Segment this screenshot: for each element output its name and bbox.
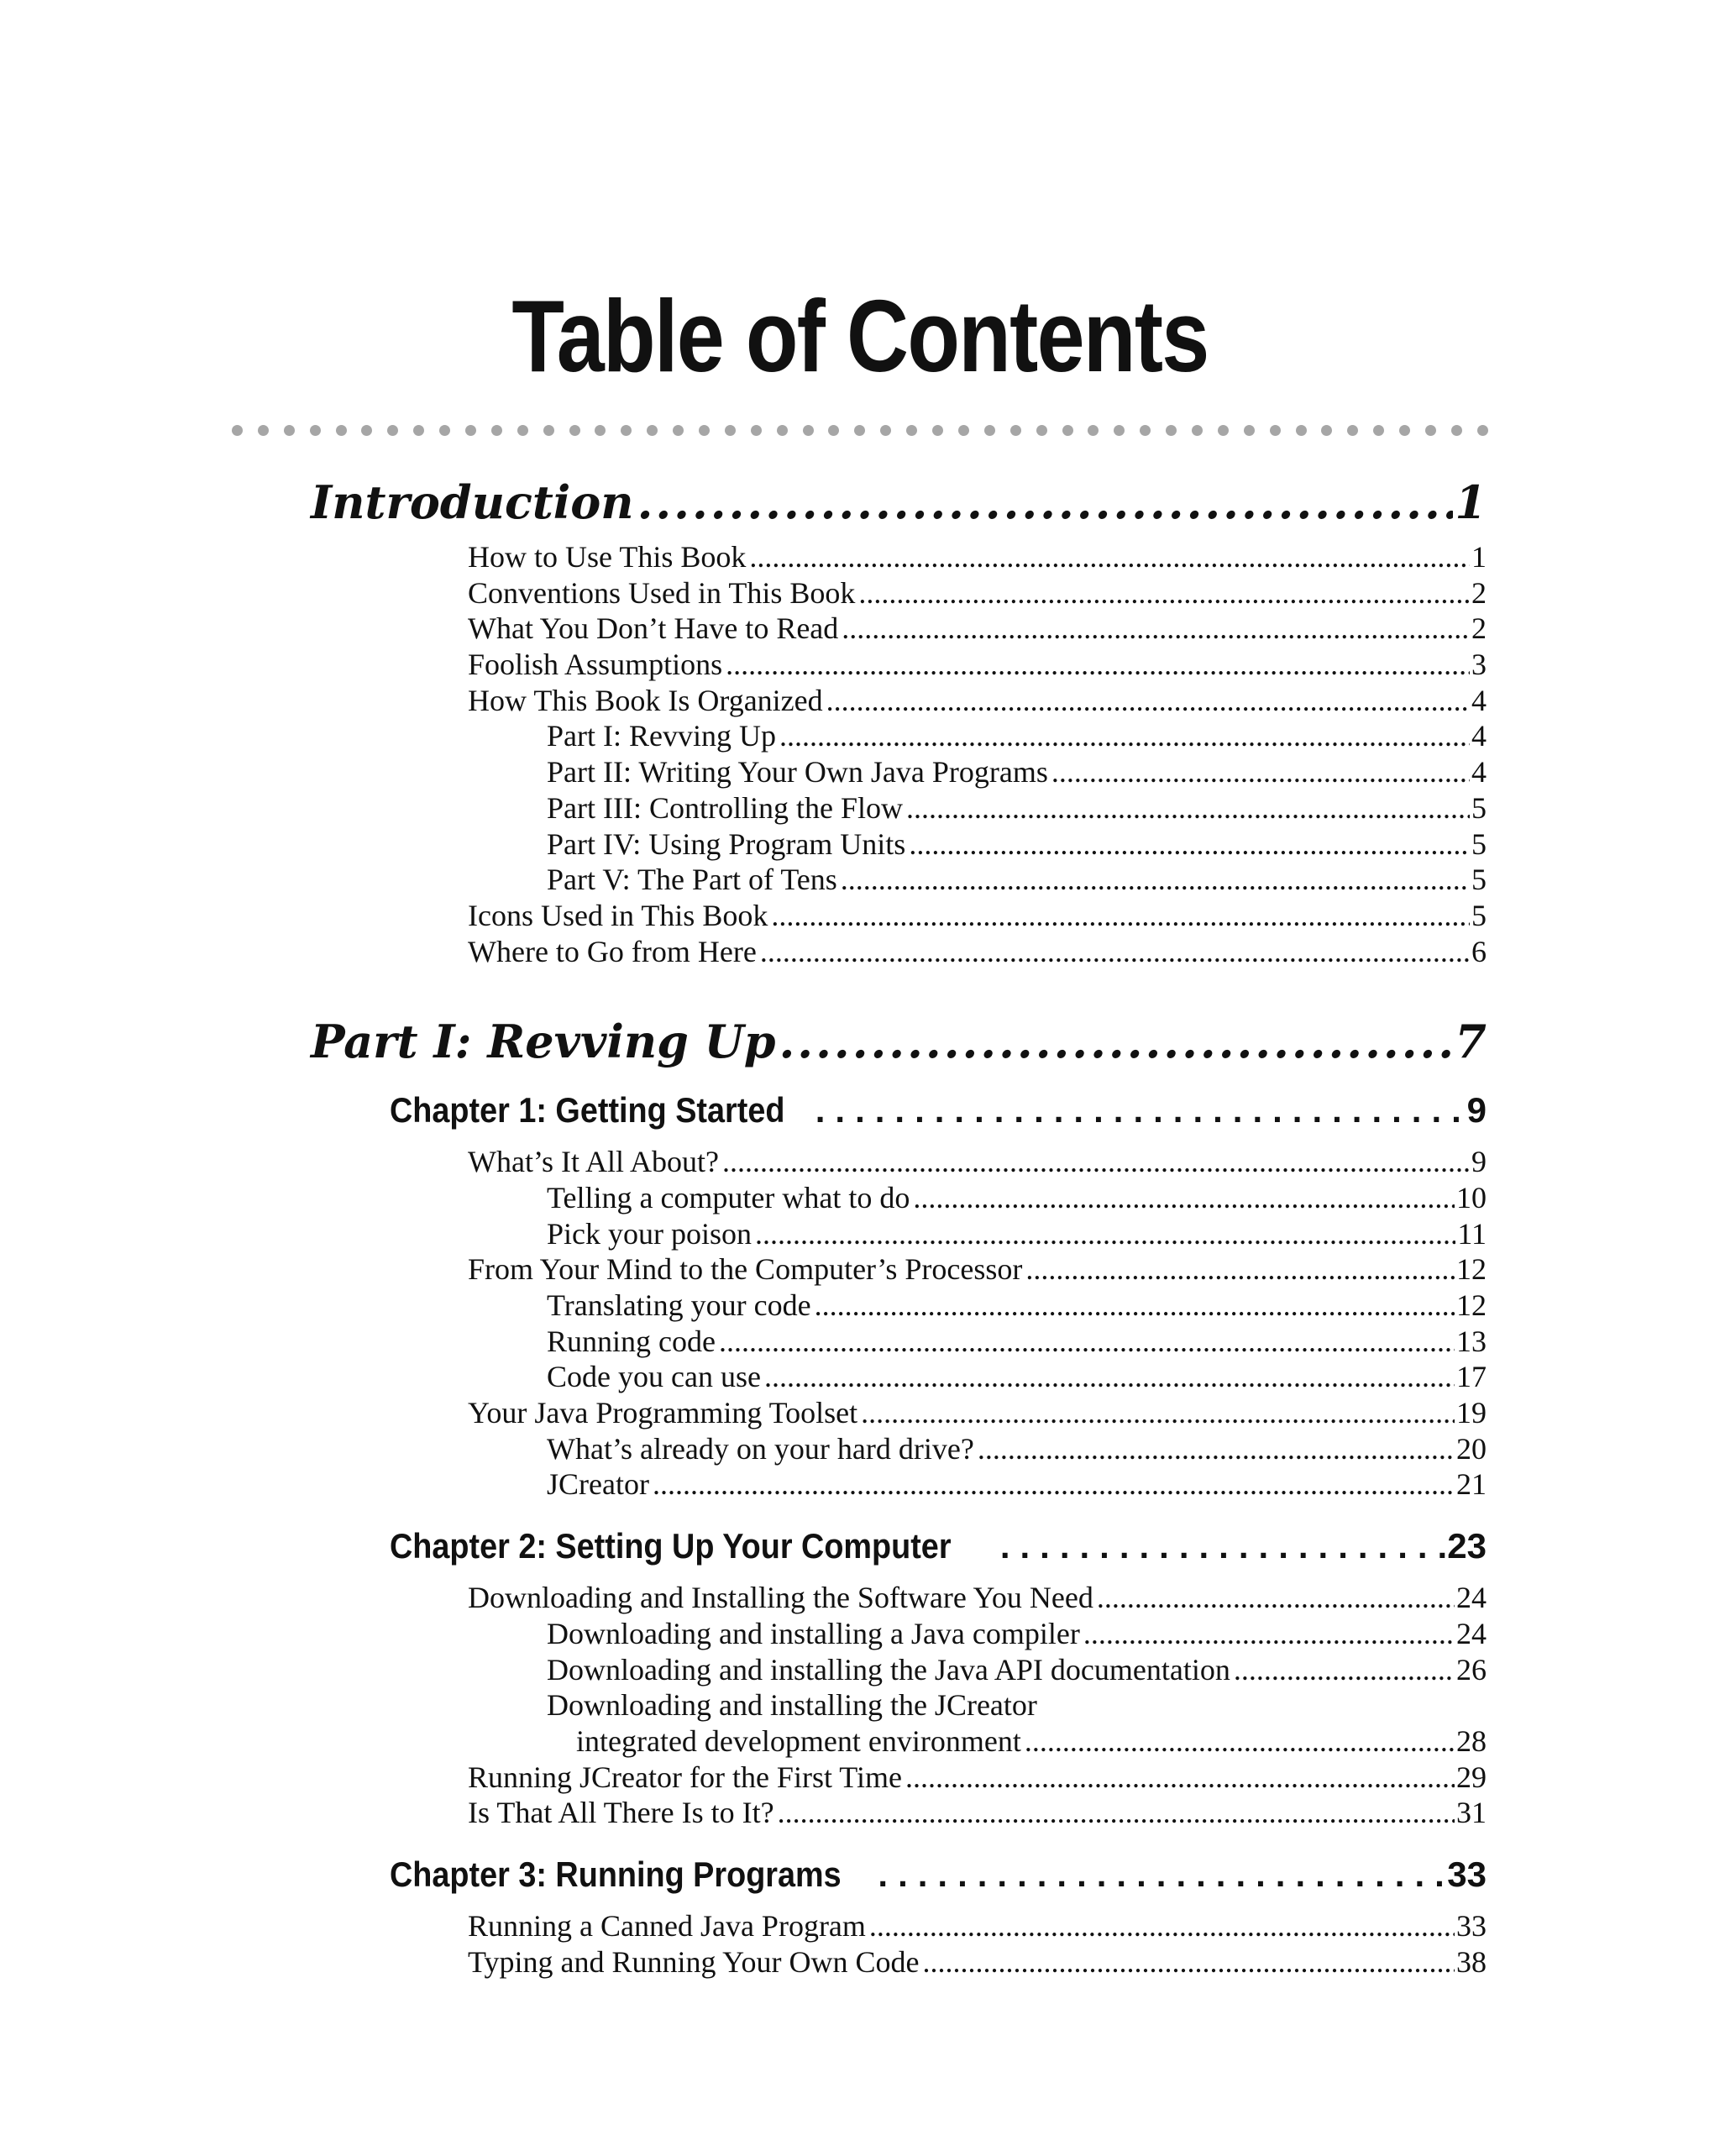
page-number: 12	[1456, 1252, 1487, 1287]
page-number: 5	[1471, 790, 1487, 825]
dot-leader	[861, 1395, 1455, 1431]
toc-subentry[interactable]	[547, 1466, 1487, 1503]
page-number: 7	[1455, 1015, 1487, 1069]
dot-leader	[778, 1795, 1455, 1831]
dot-leader	[779, 1010, 1454, 1073]
entry-title: JCreator	[547, 1467, 649, 1502]
dotted-divider	[232, 422, 1488, 438]
entry-title: Part III: Controlling the Flow	[547, 790, 903, 825]
dot-leader	[1083, 1616, 1455, 1652]
toc-subentry[interactable]	[547, 1288, 1487, 1324]
page-number: 21	[1456, 1467, 1487, 1502]
dot-leader	[1025, 1723, 1455, 1760]
page-number: 3	[1471, 648, 1487, 682]
page-number: 11	[1457, 1216, 1487, 1251]
entry-title: Your Java Programming Toolset	[468, 1396, 858, 1430]
toc-entry[interactable]	[468, 1908, 1487, 1944]
dot-leader	[722, 1144, 1470, 1180]
chapter-title: Chapter 1: Getting Started	[390, 1090, 785, 1130]
entry-title: From Your Mind to the Computer’s Processor	[468, 1252, 1023, 1287]
toc-subentry[interactable]	[547, 718, 1487, 754]
page-number: 1	[1455, 475, 1487, 529]
dot-leader	[749, 539, 1470, 575]
page-number: 1	[1471, 540, 1487, 574]
toc-subentry[interactable]	[547, 1616, 1487, 1652]
dot-leader	[1025, 1251, 1455, 1288]
dot-leader	[779, 718, 1470, 754]
dot-leader	[815, 1288, 1455, 1324]
entry-title: Part V: The Part of Tens	[547, 863, 837, 897]
entry-title: Part II: Writing Your Own Java Programs	[547, 755, 1048, 789]
page-number: 20	[1456, 1431, 1487, 1466]
page-number: 24	[1456, 1616, 1487, 1650]
toc-entry[interactable]	[468, 898, 1487, 934]
toc-entry[interactable]	[468, 575, 1487, 611]
dot-leader	[726, 647, 1470, 683]
chapter-title: Chapter 2: Setting Up Your Computer	[390, 1526, 952, 1566]
page-number: 5	[1471, 898, 1487, 932]
page-number: 10	[1456, 1180, 1487, 1214]
toc-entry[interactable]	[468, 1251, 1487, 1288]
toc-subentry[interactable]	[547, 1431, 1487, 1467]
dot-leader	[978, 1431, 1455, 1467]
page-number: 33	[1456, 1908, 1487, 1943]
dot-leader	[1234, 1652, 1455, 1688]
entry-title: Downloading and Installing the Software You Need	[468, 1581, 1093, 1615]
dot-leader	[755, 1216, 1455, 1252]
part-title: Introduction	[311, 475, 634, 529]
page-number: 26	[1456, 1652, 1487, 1687]
entry-title: Is That All There Is to It?	[468, 1796, 774, 1830]
toc-subentry[interactable]	[547, 1180, 1487, 1216]
page-number: 19	[1456, 1396, 1487, 1430]
dot-leader	[905, 1760, 1455, 1796]
page-title: Table of Contents	[511, 279, 1209, 393]
dot-leader	[909, 826, 1470, 863]
entry-title: Translating your code	[547, 1288, 811, 1322]
toc-entry[interactable]	[468, 539, 1487, 575]
page-number: 4	[1471, 683, 1487, 717]
entry-title: Downloading and installing the Java API documentation	[547, 1652, 1230, 1687]
toc-chapter-2[interactable]	[390, 1521, 1487, 1571]
page-number: 2	[1471, 611, 1487, 646]
page-number: 17	[1456, 1360, 1487, 1394]
toc-entry[interactable]	[468, 934, 1487, 970]
dot-leader	[826, 683, 1470, 719]
dot-leader	[1097, 1580, 1455, 1616]
toc-subentry[interactable]	[547, 1359, 1487, 1395]
page-number: 5	[1471, 863, 1487, 897]
entry-title: Running JCreator for the First Time	[468, 1760, 903, 1794]
dot-leader	[637, 470, 1454, 534]
dot-leader	[923, 1944, 1455, 1980]
entry-title: How to Use This Book	[468, 540, 747, 574]
dot-leader	[842, 611, 1470, 647]
entry-title: How This Book Is Organized	[468, 683, 823, 717]
toc-entry[interactable]	[468, 1580, 1487, 1616]
dot-leader	[653, 1466, 1455, 1503]
page-number: 28	[1456, 1723, 1487, 1758]
toc-subentry[interactable]	[547, 1652, 1487, 1688]
toc-part-one[interactable]	[311, 1010, 1487, 1073]
dot-leader	[1000, 1521, 1445, 1571]
entry-title: Icons Used in This Book	[468, 898, 768, 932]
toc-entry[interactable]	[468, 1395, 1487, 1431]
toc-entry[interactable]	[468, 1944, 1487, 1980]
toc-subentry[interactable]	[547, 1216, 1487, 1252]
entry-title: Telling a computer what to do	[547, 1180, 910, 1214]
page-number: 12	[1456, 1288, 1487, 1322]
entry-title: Pick your poison	[547, 1216, 752, 1251]
page-number: 4	[1471, 755, 1487, 789]
dot-leader	[815, 1085, 1466, 1136]
toc-subentry[interactable]	[547, 1324, 1487, 1360]
toc-subentry[interactable]	[547, 862, 1487, 898]
toc-entry[interactable]	[468, 647, 1487, 683]
dot-leader	[906, 790, 1470, 826]
dot-leader	[1051, 754, 1470, 790]
page-number: 33	[1447, 1854, 1487, 1894]
dot-leader	[858, 575, 1470, 611]
entry-title: Typing and Running Your Own Code	[468, 1944, 920, 1979]
part-title: Part I: Revving Up	[311, 1015, 776, 1069]
toc-part-introduction[interactable]	[311, 470, 1487, 534]
page-number: 13	[1456, 1324, 1487, 1358]
page-number: 5	[1471, 826, 1487, 861]
toc-entry[interactable]	[468, 683, 1487, 719]
entry-title: What You Don’t Have to Read	[468, 611, 839, 646]
toc-entry[interactable]	[468, 611, 1487, 647]
toc-subentry-continuation[interactable]	[576, 1723, 1487, 1760]
toc-entry[interactable]	[468, 1144, 1487, 1180]
toc-subentry[interactable]	[547, 790, 1487, 826]
dot-leader	[869, 1908, 1455, 1944]
toc-chapter-1[interactable]	[390, 1085, 1487, 1136]
entry-title: integrated development environment	[576, 1723, 1021, 1758]
dot-leader	[771, 898, 1470, 934]
page-number: 9	[1466, 1090, 1487, 1130]
page-number: 23	[1447, 1526, 1487, 1566]
page-number: 29	[1456, 1760, 1487, 1794]
page-number: 2	[1471, 575, 1487, 610]
toc-subentry[interactable]	[547, 1687, 1487, 1723]
entry-title: Conventions Used in This Book	[468, 575, 856, 610]
entry-title: Part IV: Using Program Units	[547, 826, 906, 861]
page-number: 38	[1456, 1944, 1487, 1979]
dot-leader	[764, 1359, 1455, 1395]
entry-title: Where to Go from Here	[468, 934, 757, 968]
dot-leader	[719, 1324, 1455, 1360]
toc-subentry[interactable]	[547, 754, 1487, 790]
entry-title: Part I: Revving Up	[547, 719, 776, 753]
entry-title: Downloading and installing a Java compiler	[547, 1616, 1080, 1650]
page-number: 24	[1456, 1581, 1487, 1615]
toc-entry[interactable]	[468, 1760, 1487, 1796]
toc-subentry[interactable]	[547, 826, 1487, 863]
entry-title: Running a Canned Java Program	[468, 1908, 866, 1943]
page-number: 4	[1471, 719, 1487, 753]
page-number: 9	[1471, 1145, 1487, 1179]
dot-leader	[913, 1180, 1455, 1216]
entry-title: Foolish Assumptions	[468, 648, 723, 682]
page-number: 6	[1471, 934, 1487, 968]
dot-leader	[760, 934, 1470, 970]
entry-title: Downloading and installing the JCreator	[547, 1688, 1037, 1723]
toc-chapter-3[interactable]	[390, 1849, 1487, 1900]
entry-title: Code you can use	[547, 1360, 761, 1394]
entry-title: Running code	[547, 1324, 716, 1358]
table-of-contents	[311, 470, 1487, 1980]
entry-title: What’s already on your hard drive?	[547, 1431, 974, 1466]
chapter-title: Chapter 3: Running Programs	[390, 1854, 842, 1894]
page-number: 31	[1456, 1796, 1487, 1830]
toc-entry[interactable]	[468, 1795, 1487, 1831]
entry-title: What’s It All About?	[468, 1145, 719, 1179]
dot-leader	[841, 862, 1470, 898]
dot-leader	[878, 1849, 1445, 1900]
